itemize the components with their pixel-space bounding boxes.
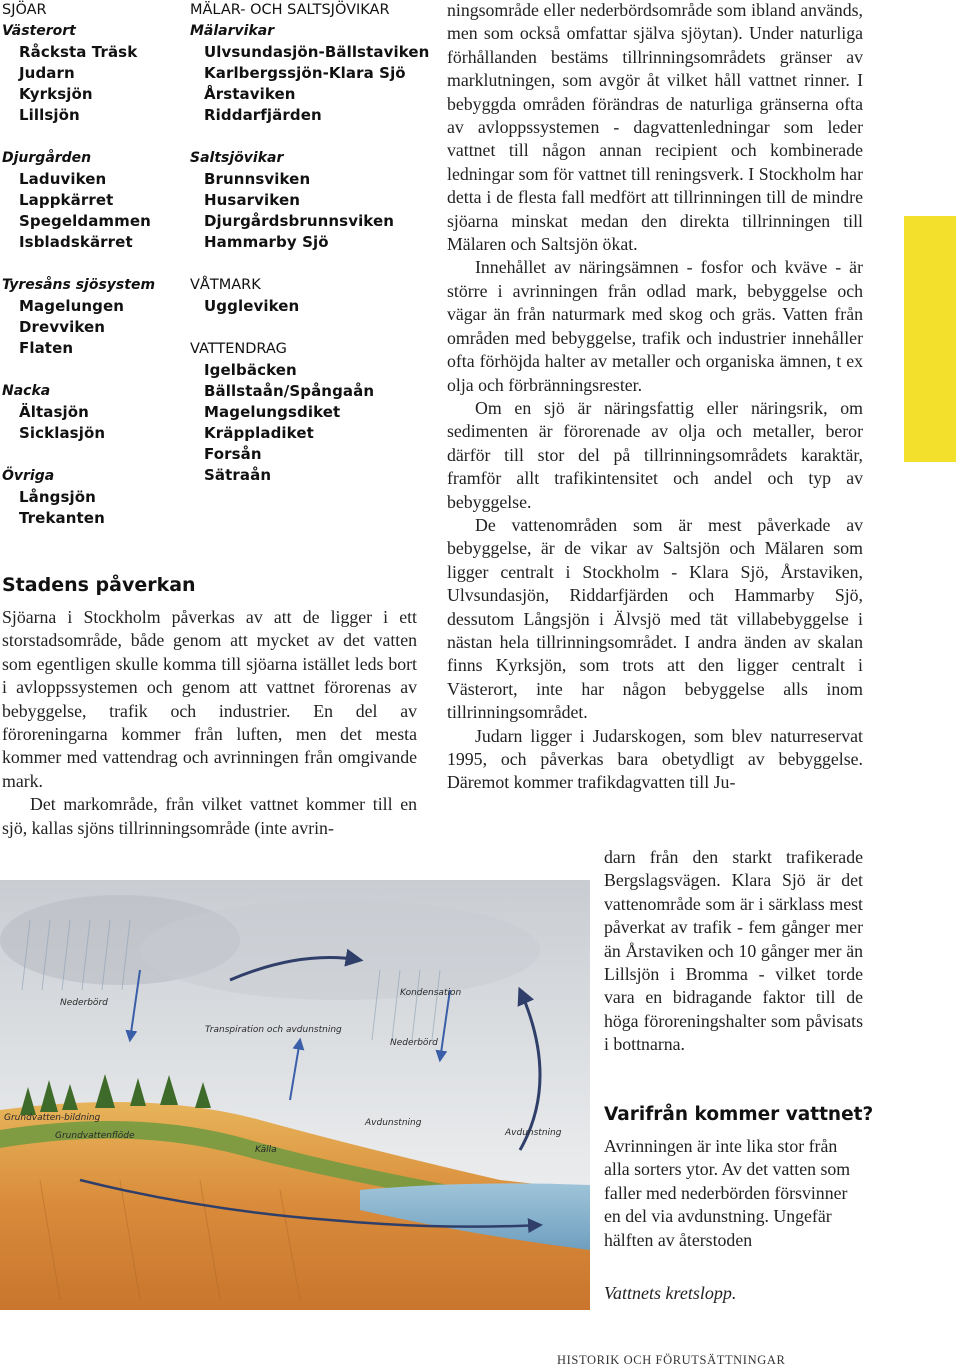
paragraph: Det markområde, från vilket vattnet kommer till en sjö, kallas sjöns tillrinningsområde (inte avrin- xyxy=(2,794,417,838)
list-item: Forsån xyxy=(204,445,262,463)
list-item: Karlbergssjön-Klara Sjö xyxy=(204,64,406,82)
list-item: Sätraån xyxy=(204,466,272,484)
illustration-label: Transpiration och avdunstning xyxy=(205,1025,342,1035)
accent-bar xyxy=(904,216,956,462)
list-item: Lillsjön xyxy=(19,106,80,124)
paragraph: Avrinningen är inte lika stor från alla sorters ytor. Av det vatten som faller med nederbörden försvinner en del via avdunstning. Ungefär hälften av återstoden xyxy=(604,1136,851,1250)
list-item: Trekanten xyxy=(19,509,105,527)
section-title: Stadens påverkan xyxy=(2,574,196,596)
bays-list xyxy=(190,0,440,486)
paragraph: Judarn ligger i Judarskogen, som blev naturreservat 1995, och påverkas bara obetydligt av bebyggelse. Däremot kommer trafikdagvatten till Ju- xyxy=(447,725,863,793)
list-group-label: Djurgården xyxy=(2,150,92,166)
list-heading-lakes: SJÖAR xyxy=(2,2,47,18)
water-cycle-svg xyxy=(0,880,590,1310)
list-item: Kräppladiket xyxy=(204,424,314,442)
figure-caption: Vattnets kretslopp. xyxy=(604,1283,737,1303)
list-heading-bays: MÄLAR- OCH SALTSJÖVIKAR xyxy=(190,2,390,18)
illustration-label: Kondensation xyxy=(400,988,462,998)
left-body-text xyxy=(2,606,417,840)
paragraph: darn från den starkt trafikerade Bergslagsvägen. Klara Sjö är det vattenområde som är i särklass mest påverkat av trafik - fem gånger mer än Årstaviken och 10 gånger mer än Lillsjön i Bromma - vilket torde vara en bidragande faktor till de höga föroreningshalter som påvisats i bottnarna. xyxy=(604,847,863,1055)
paragraph: De vattenområden som är mest påverkade av bebyggelse, är de vikar av Saltsjön och Mälaren som ligger centralt i Stockholm - Klara Sjö, Årstaviken, Ulvsundasjön, Riddarfjärden och Hammarby Sjö, dessutom Långsjön i Älvsjö med tät villabebyggelse i nästan hela tillrinningsområdet. I andra änden av skalan finns Kyrksjön, som trots att den ligger centralt i Västerort, inte har någon bebyggelse alls inom tillrinningsområdet. xyxy=(447,514,863,723)
illustration-label: Avdunstning xyxy=(365,1118,422,1128)
list-item: Råcksta Träsk xyxy=(19,43,138,61)
list-item: Husarviken xyxy=(204,191,301,209)
list-heading-wetland: VÅTMARK xyxy=(190,277,261,293)
water-cycle-illustration xyxy=(0,880,590,1310)
list-item: Lappkärret xyxy=(19,191,114,209)
list-item: Bällstaån/Spångaån xyxy=(204,382,375,400)
list-heading-streams: VATTENDRAG xyxy=(190,341,287,357)
paragraph: Innehållet av näringsämnen - fosfor och kväve - är större i avrinningen från odlad mark, bebyggelse och vägar än från naturmark med skog och gräs. Vatten från områden med bebyggelse, trafik och industrier innehåller ofta förhöjda halter av metaller och organiska ämnen, t ex olja och förbränningsrester. xyxy=(447,257,863,395)
list-group-label: Saltsjövikar xyxy=(190,150,284,166)
right-body-text xyxy=(447,0,863,795)
illustration-label: Avdunstning xyxy=(505,1128,562,1138)
list-item: Hammarby Sjö xyxy=(204,233,329,251)
list-item: Uggleviken xyxy=(204,297,300,315)
list-group-label: Nacka xyxy=(2,383,51,399)
list-item: Kyrksjön xyxy=(19,85,93,103)
side-heading: Varifrån kommer vattnet? xyxy=(604,1104,874,1125)
illustration-label: Nederbörd xyxy=(60,998,108,1008)
list-item: Brunnsviken xyxy=(204,170,311,188)
list-item: Judarn xyxy=(19,64,75,82)
list-item: Djurgårdsbrunnsviken xyxy=(204,212,395,230)
list-item: Flaten xyxy=(19,339,74,357)
illustration-label: Grundvatten-bildning xyxy=(4,1113,101,1123)
list-item: Magelungsdiket xyxy=(204,403,341,421)
list-item: Igelbäcken xyxy=(204,361,297,379)
paragraph: ningsområde eller nederbördsområde som ibland används, men som också omfattar själva sjöytan). Under naturliga förhållanden bestäms tillrinningsområdets gränser av marklutningen, som avgör åt vilket håll vattnet rinner. I bebyggda områden förändras de naturliga gränserna ofta av avloppssystemen - dagvattenledningar som leder vattnet till någon annan recipient och kombinerade ledningar som för vattnet till reningsverk. I Stockholm har detta i de flesta fall medfört att tillrinningen till de mindre sjöarna minskat medan den direkta tillrinningen till Mälaren och Saltsjön ökat. xyxy=(447,0,863,255)
side-body-text xyxy=(604,1135,863,1252)
list-group-label: Tyresåns sjösystem xyxy=(2,277,156,293)
list-item: Spegeldammen xyxy=(19,212,151,230)
list-item: Årstaviken xyxy=(204,85,296,103)
list-item: Långsjön xyxy=(19,488,96,506)
illustration-label: Nederbörd xyxy=(390,1038,438,1048)
list-item: Ältasjön xyxy=(19,403,89,421)
paragraph: Om en sjö är näringsfattig eller näringsrik, om sedimenten är förorenade av olja och metaller, beror därför till stor del på tillrinningsområdets karaktär, framför allt trafikintensitet och andel och typ av bebyggelse. xyxy=(447,397,863,512)
list-item: Ulvsundasjön-Bällstaviken xyxy=(204,43,430,61)
list-item: Laduviken xyxy=(19,170,107,188)
list-item: Riddarfjärden xyxy=(204,106,322,124)
paragraph: Sjöarna i Stockholm påverkas av att de ligger i ett storstadsområde, både genom att mycket av det vatten som egentligen skulle komma till sjöarna istället leds bort i avloppssystemen och genom att vattnet förorenas av bebyggelse, trafik och industrier. En del av föroreningarna kommer från luften, men det mesta kommer med vattendrag och avrinningen från omgivande mark. xyxy=(2,607,417,791)
list-item: Drevviken xyxy=(19,318,106,336)
list-item: Magelungen xyxy=(19,297,125,315)
cloud xyxy=(140,900,540,1000)
page-footer: HISTORIK OCH FÖRUTSÄTTNINGAR xyxy=(557,1353,786,1367)
lakes-list xyxy=(2,0,182,529)
list-item: Isbladskärret xyxy=(19,233,133,251)
illustration-label: Källa xyxy=(255,1145,277,1155)
right-body-continued xyxy=(604,846,863,1057)
list-group-label: Västerort xyxy=(2,23,76,39)
list-group-label: Mälarvikar xyxy=(190,23,275,39)
list-group-label: Övriga xyxy=(2,468,55,484)
list-item: Sicklasjön xyxy=(19,424,106,442)
illustration-label: Grundvattenflöde xyxy=(55,1131,135,1141)
